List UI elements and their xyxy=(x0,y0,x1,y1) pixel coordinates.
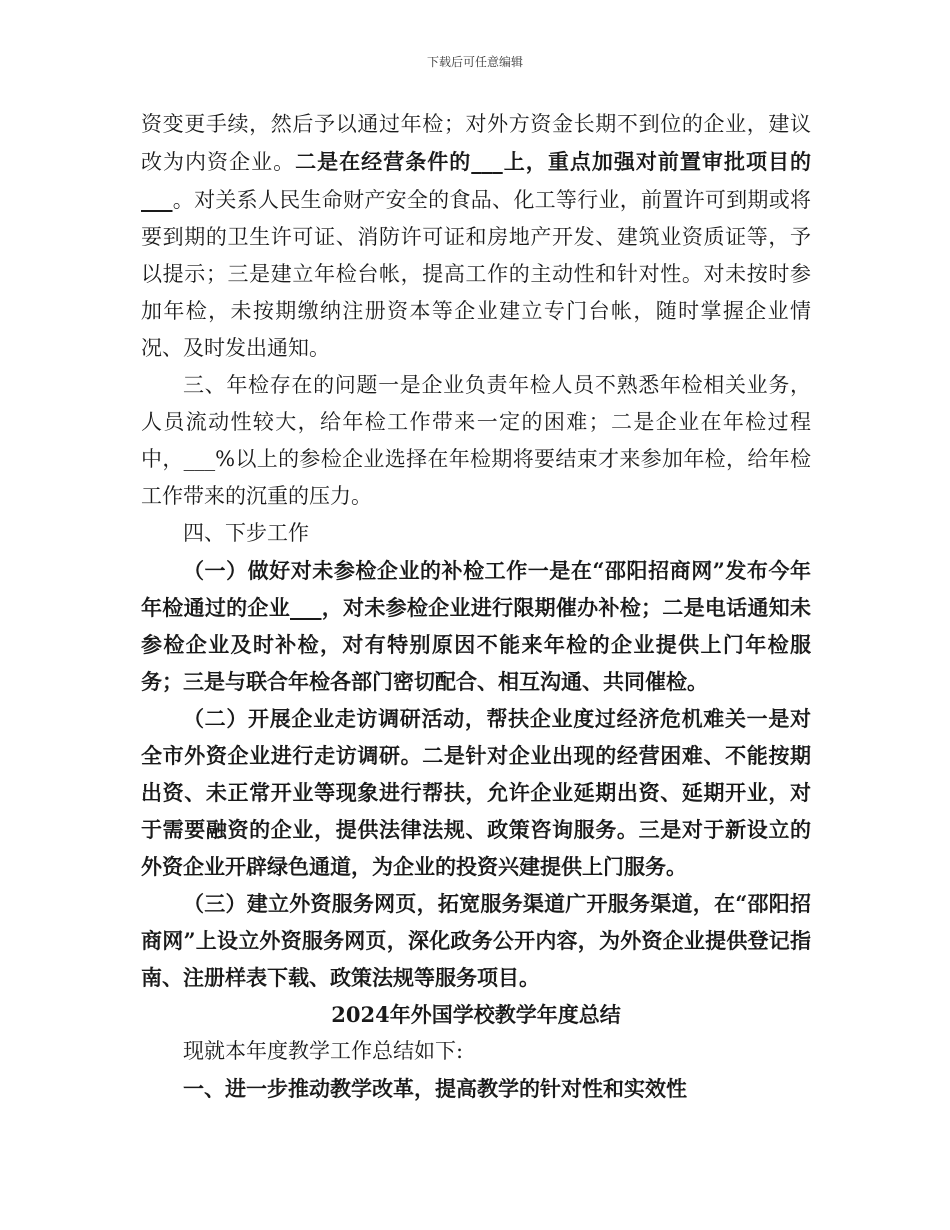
intro-paragraph: 现就本年度教学工作总结如下: xyxy=(183,1039,464,1063)
page-header: 下载后可任意编辑 xyxy=(426,55,523,69)
subsection-two-paragraph: （二）开展企业走访调研活动，帮扶企业度过经济危机难关一是对全市外资企业进行走访调研。二是针对企业出现的经营困难、不能按期出资、未正常开业等现象进行帮扶，允许企业延期出资、延期开业，对于需要融资的企业，提供法律法规、政策咨询服务。三是对于新设立的外资企业开辟绿色通道，为企业的投资兴建提供上门服务。 xyxy=(141,706,811,879)
section-one-heading: 一、进一步推动教学改革，提高教学的针对性和实效性 xyxy=(183,1076,687,1101)
subsection-three-paragraph: （三）建立外资服务网页，拓宽服务渠道广开服务渠道，在“邵阳招商网”上设立外资服务网页，深化政务公开内容，为外资企业提供登记指南、注册样表下载、政策法规等服务项目。 xyxy=(141,891,811,990)
section-three-paragraph: 三、年检存在的问题一是企业负责年检人员不熟悉年检相关业务，人员流动性较大，给年检工作带来一定的困难；二是企业在年检过程中，___%以上的参检企业选择在年检期将要结束才来参加年检，给年检工作带来的沉重的压力。 xyxy=(141,373,811,508)
paragraph-continued xyxy=(141,106,811,367)
text-segment: 资变更手续，然后予以通过年检；对外方资金长期不到位的企业，建议改为内资企业。 xyxy=(141,112,811,174)
section-four-heading: 四、下步工作 xyxy=(183,521,309,545)
bold-text-segment: 二是在经营条件的___上，重点加强对前置审批项目的___ xyxy=(141,149,812,212)
subsection-one-paragraph: （一）做好对未参检企业的补检工作一是在“邵阳招商网”发布今年年检通过的企业___，对未参检企业进行限期催办补检；二是电话通知未参检企业及时补检，对有特别原因不能来年检的企业提供上门年检服务；三是与联合年检各部门密切配合、相互沟通、共同催检。 xyxy=(141,558,811,694)
text-segment: 。对关系人民生命财产安全的食品、化工等行业，前置许可到期或将要到期的卫生许可证、消防许可证和房地产开发、建筑业资质证等，予以提示；三是建立年检台帐，提高工作的主动性和针对性。对未按时参加年检，未按期缴纳注册资本等企业建立专门台帐，随时掌握企业情况、及时发出通知。 xyxy=(141,188,811,360)
document-title: 2024年外国学校教学年度总结 xyxy=(331,1002,621,1027)
document-body xyxy=(141,106,811,1107)
